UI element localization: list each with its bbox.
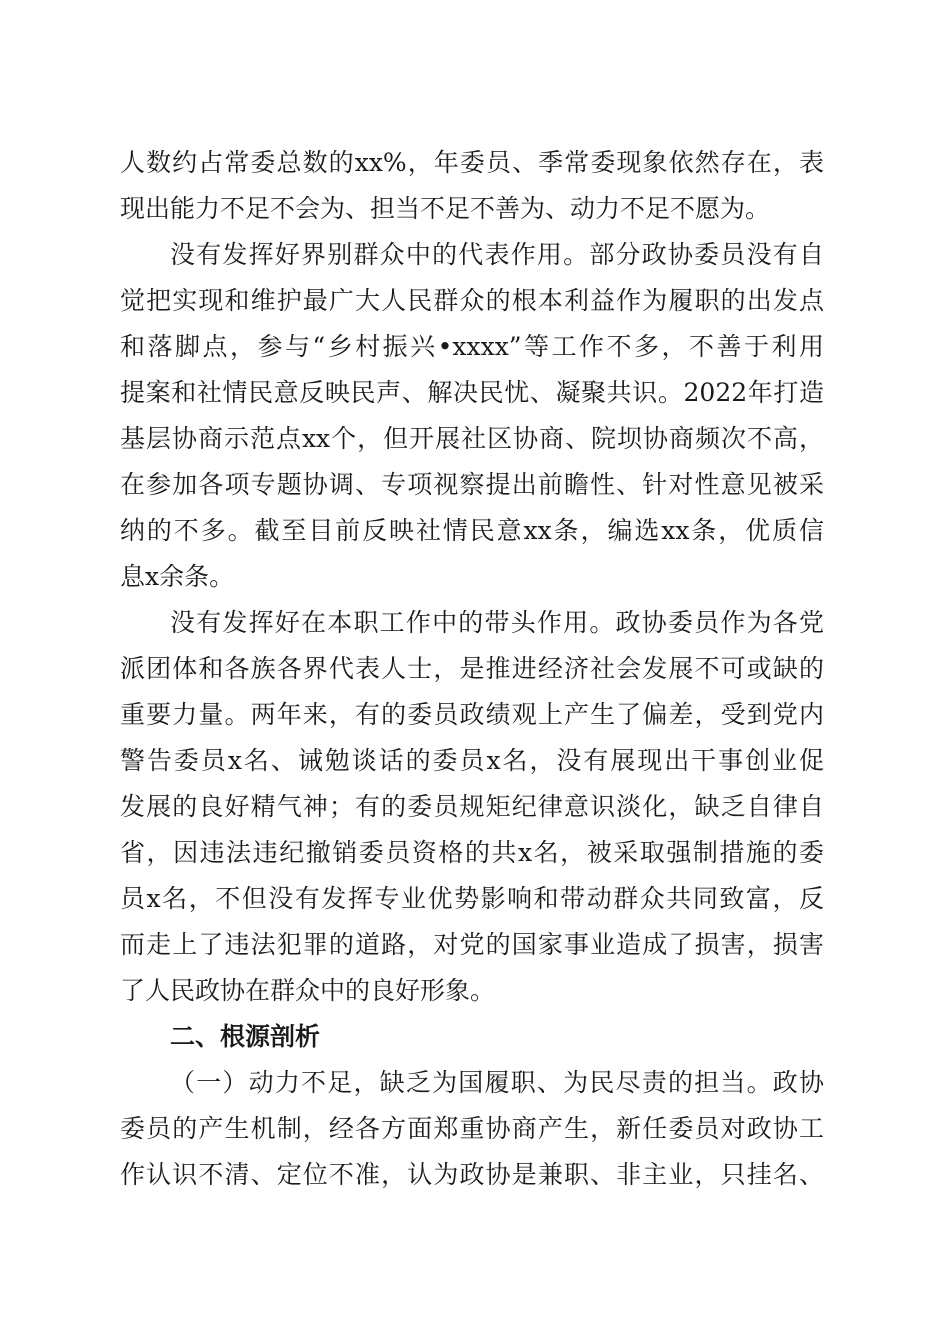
- paragraph-line: 和落脚点，参与“乡村振兴•xxxx”等工作不多，不善于利用: [120, 332, 824, 361]
- paragraph-line: 派团体和各族各界代表人士，是推进经济社会发展不可或缺的: [120, 654, 824, 683]
- paragraph-line: 觉把实现和维护最广大人民群众的根本利益作为履职的出发点: [120, 286, 824, 315]
- paragraph-line: 没有发挥好在本职工作中的带头作用。政协委员作为各党: [170, 608, 824, 637]
- paragraph-line: 息x余条。: [120, 562, 235, 591]
- paragraph-line: 没有发挥好界别群众中的代表作用。部分政协委员没有自: [170, 240, 824, 269]
- paragraph-line: 提案和社情民意反映民声、解决民忧、凝聚共识。2022年打造: [120, 378, 824, 407]
- paragraph-line: 员x名，不但没有发挥专业优势影响和带动群众共同致富，反: [120, 884, 824, 913]
- paragraph-line: 而走上了违法犯罪的道路，对党的国家事业造成了损害，损害: [120, 930, 824, 959]
- paragraph-line: （一）动力不足，缺乏为国履职、为民尽责的担当。政协: [170, 1068, 824, 1097]
- paragraph-line: 发展的良好精气神；有的委员规矩纪律意识淡化，缺乏自律自: [120, 792, 824, 821]
- paragraph-line: 委员的产生机制，经各方面郑重协商产生，新任委员对政协工: [120, 1114, 824, 1143]
- paragraph-line: 省，因违法违纪撤销委员资格的共x名，被采取强制措施的委: [120, 838, 824, 867]
- paragraph-line: 在参加各项专题协调、专项视察提出前瞻性、针对性意见被采: [120, 470, 824, 499]
- paragraph-line: 人数约占常委总数的xx%，年委员、季常委现象依然存在，表: [120, 148, 824, 177]
- paragraph-line: 了人民政协在群众中的良好形象。: [120, 976, 496, 1005]
- section-heading: 二、根源剖析: [170, 1022, 321, 1051]
- paragraph-line: 重要力量。两年来，有的委员政绩观上产生了偏差，受到党内: [120, 700, 824, 729]
- paragraph-line: 纳的不多。截至目前反映社情民意xx条，编选xx条，优质信: [120, 516, 824, 545]
- paragraph-line: 基层协商示范点xx个，但开展社区协商、院坝协商频次不高，: [120, 424, 824, 453]
- paragraph-line: 警告委员x名、诫勉谈话的委员x名，没有展现出干事创业促: [120, 746, 824, 775]
- paragraph-line: 现出能力不足不会为、担当不足不善为、动力不足不愿为。: [120, 194, 771, 223]
- paragraph-line: 作认识不清、定位不准，认为政协是兼职、非主业，只挂名、: [120, 1160, 824, 1189]
